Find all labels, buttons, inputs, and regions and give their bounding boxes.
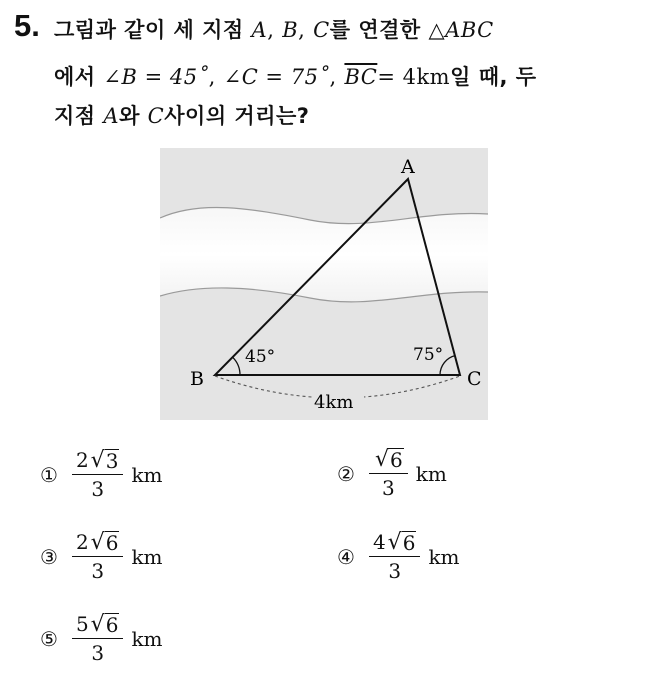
radicand: 6: [105, 531, 119, 555]
angle-b-arc: [233, 357, 240, 375]
fraction-denominator: 3: [91, 641, 105, 665]
fraction-numerator: [72, 530, 124, 557]
choice-marker: ①: [40, 462, 58, 487]
angle-c-label: 75°: [413, 345, 444, 365]
question-text: 에서: [54, 65, 96, 89]
comma: ,: [298, 18, 306, 42]
choice-2[interactable]: [337, 448, 447, 500]
radicand: 6: [389, 448, 403, 472]
question-text: 를 연결한: [329, 18, 421, 42]
question-line-2: [54, 61, 537, 91]
unit-label: km: [131, 544, 163, 569]
point-c-label: C: [313, 18, 330, 42]
question-number: 5.: [14, 8, 40, 43]
choice-fraction: [369, 448, 408, 500]
question-line-3: [54, 100, 309, 130]
square-root: [91, 449, 120, 472]
choice-5[interactable]: [40, 612, 163, 665]
question-text: 사이의 거리는?: [164, 104, 310, 128]
point-b-label: B: [282, 18, 299, 42]
question-text: 그림과 같이 세 지점: [54, 18, 244, 42]
fraction-denominator: 3: [91, 477, 105, 501]
question-text: 와: [119, 104, 140, 128]
triangle-symbol: △ABC: [428, 18, 494, 42]
question-text: 일 때, 두: [450, 65, 537, 89]
fraction-numerator: [72, 612, 124, 639]
fraction-denominator: 3: [381, 476, 395, 500]
comma: ,: [267, 18, 275, 42]
choice-fraction: [72, 612, 124, 665]
coefficient: 2: [75, 530, 89, 554]
choice-fraction: [72, 448, 124, 501]
fraction-denominator: 3: [91, 559, 105, 583]
unit-label: km: [131, 462, 163, 487]
square-root: [388, 531, 417, 554]
coefficient: 5: [75, 612, 89, 636]
coefficient: 2: [75, 448, 89, 472]
coefficient: 4: [372, 530, 386, 554]
question-line-1: [54, 14, 494, 44]
choice-4[interactable]: [337, 530, 460, 583]
point-a-label: A: [251, 18, 268, 42]
choice-fraction: [369, 530, 421, 583]
unit-label: km: [131, 626, 163, 651]
square-root: [375, 448, 404, 471]
angle-b-label: 45°: [245, 347, 276, 367]
vertex-c-label: C: [467, 368, 482, 390]
choice-1[interactable]: [40, 448, 163, 501]
choice-marker: ③: [40, 544, 58, 569]
distance-label: 4km: [314, 392, 354, 413]
radical-sign-icon: √: [387, 530, 402, 555]
fraction-numerator: [369, 448, 408, 474]
segment-bc: $\overline{BC}$: [344, 65, 378, 89]
radical-sign-icon: √: [90, 448, 105, 473]
choice-marker: ⑤: [40, 626, 58, 651]
radical-sign-icon: √: [90, 612, 105, 637]
unit-label: km: [428, 544, 460, 569]
choice-marker: ④: [337, 544, 355, 569]
triangle-figure: [160, 148, 488, 420]
radicand: 6: [105, 613, 119, 637]
radicand: 3: [105, 449, 119, 473]
square-root: [91, 531, 120, 554]
radicand: 6: [402, 531, 416, 555]
angle-b-expression: ∠B = 45˚: [103, 65, 209, 89]
vertex-b-label: B: [190, 368, 204, 390]
point-a-label: A: [103, 104, 120, 128]
point-c-label: C: [147, 104, 165, 128]
triangle-diagram: [160, 148, 488, 420]
question-text: 지점: [54, 104, 96, 128]
radical-sign-icon: √: [374, 447, 389, 472]
radical-sign-icon: √: [90, 530, 105, 555]
choice-3[interactable]: [40, 530, 163, 583]
vertex-a-label: A: [401, 156, 415, 178]
square-root: [91, 613, 120, 636]
choice-fraction: [72, 530, 124, 583]
comma: ,: [208, 65, 216, 89]
choice-marker: ②: [337, 462, 355, 486]
fraction-numerator: [72, 448, 124, 475]
comma: ,: [329, 65, 337, 89]
fraction-numerator: [369, 530, 421, 557]
fraction-denominator: 3: [388, 559, 402, 583]
unit-label: km: [415, 462, 447, 486]
angle-c-expression: ∠C = 75˚: [223, 65, 330, 89]
segment-length: = 4km: [377, 65, 451, 89]
